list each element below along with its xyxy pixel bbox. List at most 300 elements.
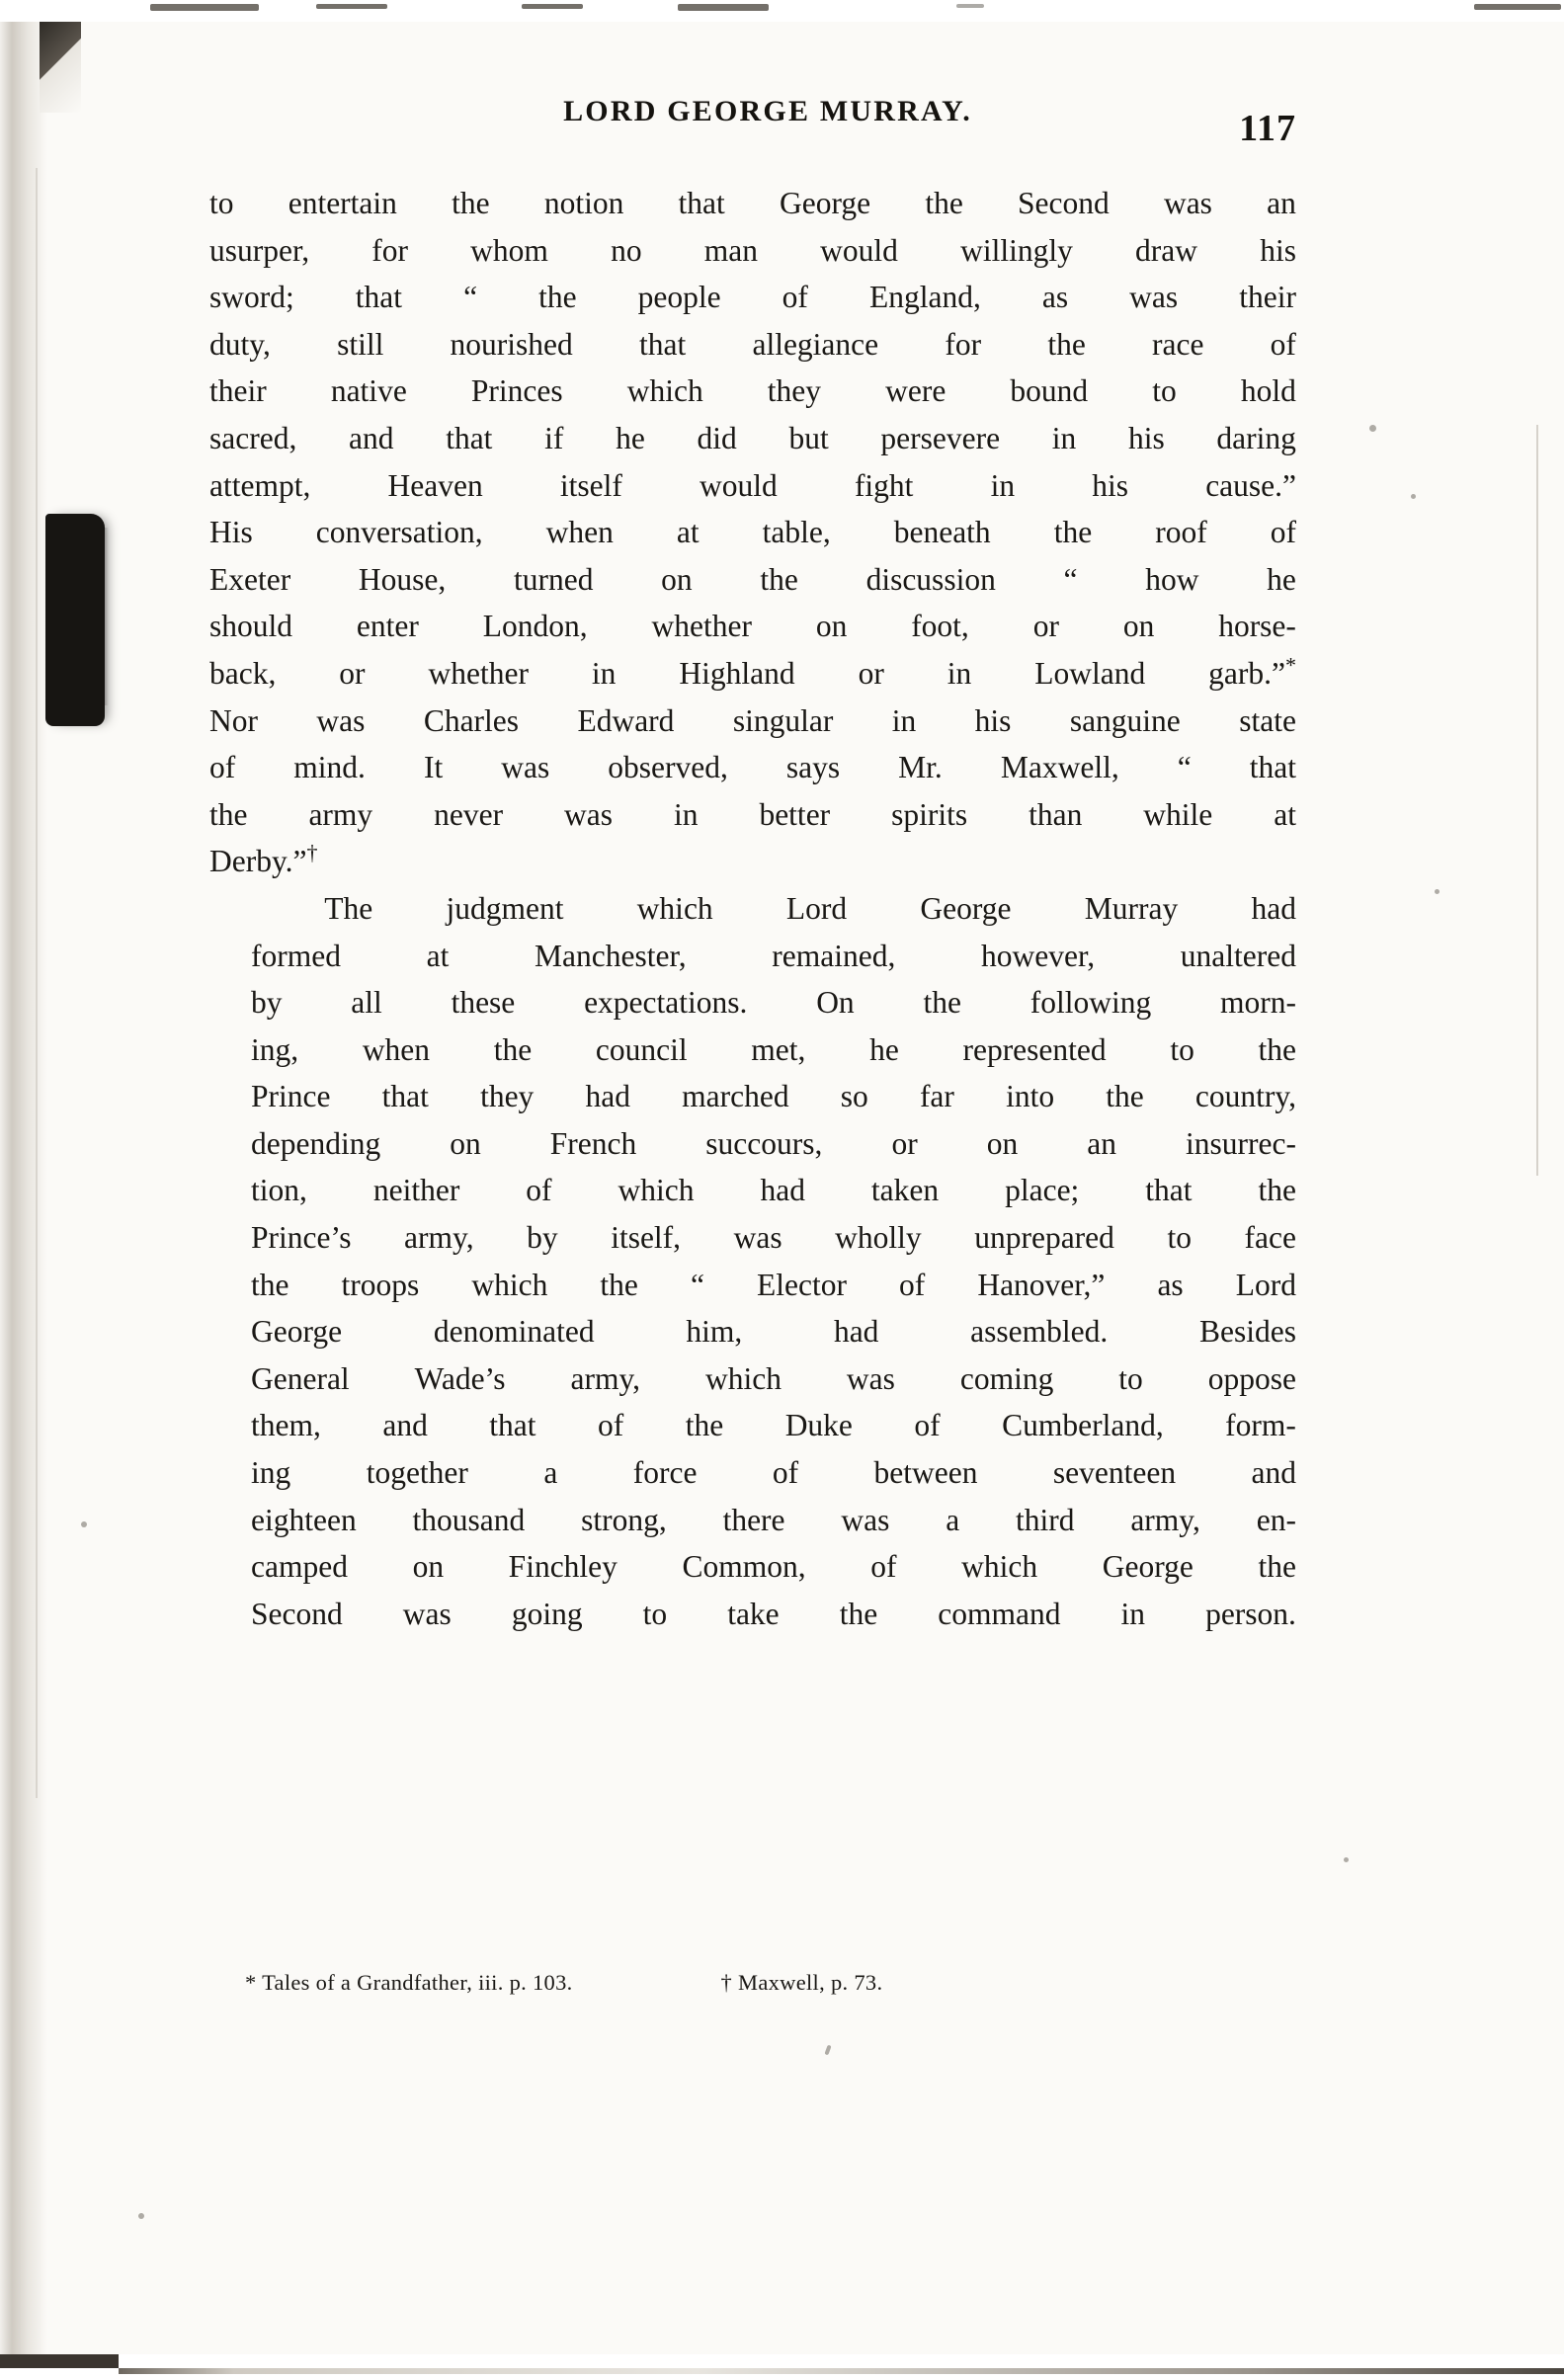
word: better (759, 796, 831, 832)
word: his (1127, 420, 1165, 455)
word: was (846, 1360, 895, 1396)
text-line (209, 744, 1296, 791)
footnote-area (245, 1970, 1253, 1996)
scan-shadow-blob (45, 514, 105, 726)
word: Prince’s (251, 1220, 352, 1256)
word: the (1258, 1549, 1296, 1585)
word: did (697, 420, 737, 455)
scan-speck (1369, 425, 1376, 432)
word: their (209, 373, 267, 409)
word: him, (686, 1314, 743, 1350)
word: his (974, 702, 1012, 738)
text-line (209, 1026, 1296, 1074)
word: Charles (423, 702, 520, 738)
word: was (564, 796, 614, 832)
word: Cumberland, (1002, 1408, 1164, 1443)
text-line (209, 933, 1296, 980)
word: army (308, 796, 373, 832)
word: and (1251, 1455, 1296, 1491)
word: singular (732, 702, 834, 738)
word: to (1167, 1220, 1192, 1256)
scan-speck (81, 1521, 87, 1527)
word: was (501, 750, 550, 785)
text-line (209, 979, 1296, 1026)
word: in (947, 655, 972, 691)
word: Nor (209, 702, 258, 738)
word: formed (251, 938, 341, 973)
word: however, (981, 938, 1096, 973)
word: “ (690, 1267, 704, 1302)
text-line (209, 1073, 1296, 1120)
word: which (626, 373, 703, 409)
word: the (1053, 515, 1093, 550)
page-right-edge-rule (1536, 425, 1538, 1176)
word: the (839, 1596, 878, 1631)
word: expectations. (584, 985, 748, 1021)
word: allegiance (752, 326, 879, 362)
word: which (636, 890, 713, 926)
word: Hanover,” (977, 1267, 1106, 1302)
word: was (1163, 186, 1212, 220)
word: remained, (772, 938, 896, 973)
word: of (526, 1173, 552, 1208)
word: native (330, 373, 407, 409)
word: General (251, 1360, 350, 1396)
word: Lowland (1034, 655, 1146, 691)
word: which (961, 1549, 1038, 1585)
word: form- (1225, 1408, 1296, 1443)
word: than (1029, 796, 1083, 832)
word: sword; (209, 280, 294, 315)
word: marched (682, 1079, 789, 1114)
word: how (1145, 561, 1199, 597)
word: the (538, 280, 577, 315)
word: discussion (865, 561, 996, 597)
binding-gutter-shadow (0, 0, 47, 2380)
word: that (1145, 1173, 1193, 1208)
scan-speck (1435, 889, 1440, 894)
word: Besides (1198, 1314, 1296, 1350)
word: George (251, 1314, 343, 1350)
word: Murray (1084, 890, 1179, 926)
word: the (452, 186, 490, 220)
word: had (760, 1173, 805, 1208)
word: the (251, 1267, 289, 1302)
word: represented (962, 1031, 1107, 1067)
text-line (209, 274, 1296, 321)
word: “ (463, 280, 478, 315)
word: horse- (1218, 609, 1296, 644)
word: “ (1177, 750, 1192, 785)
word: attempt, (209, 467, 311, 503)
word: would (820, 232, 898, 268)
word: of (914, 1408, 941, 1443)
word: cause.” (1205, 467, 1296, 503)
text-line (209, 509, 1296, 556)
text-line (209, 1308, 1296, 1355)
text-line (209, 415, 1296, 462)
word: command (938, 1596, 1061, 1631)
word: unprepared (974, 1220, 1114, 1256)
word: that (639, 326, 687, 362)
word: following (1029, 985, 1152, 1021)
word: he (869, 1031, 899, 1067)
footnote-marker-asterisk: * (1285, 652, 1296, 678)
word: that (355, 280, 403, 315)
word: duty, (209, 326, 271, 362)
word: on (986, 1125, 1019, 1161)
word: for (945, 326, 982, 362)
word: in (1051, 420, 1077, 455)
text-line (209, 1449, 1296, 1497)
word: in (591, 655, 617, 691)
word: to (209, 186, 234, 220)
word: itself (559, 467, 622, 503)
word: Edward (577, 702, 675, 738)
word: Finchley (508, 1549, 617, 1585)
word: insurrec- (1186, 1125, 1296, 1161)
word: at (426, 938, 450, 973)
word: entertain (288, 186, 397, 220)
scan-speck (138, 2213, 144, 2219)
text-line (209, 227, 1296, 275)
word: if (544, 420, 564, 455)
word: in (1120, 1596, 1146, 1631)
word: that (446, 420, 493, 455)
word: going (511, 1596, 583, 1631)
word: Heaven (387, 467, 483, 503)
word: morn- (1220, 985, 1296, 1021)
word: together (366, 1455, 468, 1491)
word: he (1267, 561, 1296, 597)
word: had (1251, 890, 1296, 926)
word: that (1249, 750, 1296, 785)
word: on (1122, 609, 1155, 644)
word: troops (341, 1267, 420, 1302)
word: their (1239, 280, 1296, 315)
word: person. (1205, 1596, 1296, 1631)
word: to (1152, 373, 1177, 409)
word: of (772, 1455, 799, 1491)
word: third (1016, 1502, 1075, 1537)
word: sacred, (209, 420, 297, 455)
text-line (209, 1591, 1296, 1638)
word: George (779, 186, 871, 220)
word: of (209, 750, 236, 785)
word: or (339, 655, 366, 691)
word: should (209, 609, 293, 644)
word: eighteen (251, 1502, 357, 1537)
word: when (545, 515, 614, 550)
word: hold (1240, 373, 1296, 409)
word: state (1239, 702, 1296, 738)
word: whether (651, 609, 752, 644)
word: by (527, 1220, 558, 1256)
word: far (919, 1079, 954, 1114)
paragraph-indent (209, 885, 251, 933)
word: wholly (835, 1220, 922, 1256)
word: a (543, 1455, 558, 1491)
paragraph-1 (209, 180, 1296, 885)
word: Prince (251, 1079, 331, 1114)
word: Wade’s (414, 1360, 506, 1396)
word: whether (428, 655, 529, 691)
word: which (617, 1173, 695, 1208)
word: and (349, 420, 394, 455)
word: taken (870, 1173, 940, 1208)
word: the (1106, 1079, 1144, 1114)
word: was (1129, 280, 1179, 315)
word: place; (1005, 1173, 1080, 1208)
word: was (841, 1502, 890, 1537)
word: the (923, 985, 961, 1021)
word: Highland (679, 655, 795, 691)
word: Common, (682, 1549, 806, 1585)
word: army, (1130, 1502, 1200, 1537)
text-line (209, 1167, 1296, 1214)
word: the (925, 186, 963, 220)
top-scan-artifacts (0, 0, 1564, 22)
word: man (703, 232, 758, 268)
word: would (700, 467, 778, 503)
word: Lord (1235, 1267, 1296, 1302)
word: turned (513, 561, 594, 597)
word: which (471, 1267, 548, 1302)
word: or (858, 655, 884, 691)
text-line (209, 650, 1296, 698)
word: while (1143, 796, 1213, 832)
word: into (1006, 1079, 1055, 1114)
word: at (1274, 796, 1296, 832)
text-line (209, 1355, 1296, 1403)
word: the (600, 1267, 638, 1302)
word: these (451, 985, 516, 1021)
word: were (885, 373, 947, 409)
word: the (1258, 1173, 1296, 1208)
word: race (1152, 326, 1204, 362)
word: table, (762, 515, 831, 550)
word: was (316, 702, 366, 738)
word: or (1032, 609, 1059, 644)
word: that (489, 1408, 536, 1443)
word: the (685, 1408, 724, 1443)
word: The (324, 890, 373, 926)
word: still (337, 326, 384, 362)
word: fight (854, 467, 914, 503)
word: French (549, 1125, 637, 1161)
word: House, (358, 561, 447, 597)
word: whom (470, 232, 548, 268)
word: as (1157, 1267, 1184, 1302)
text-line: Derby.”† (209, 840, 318, 879)
text-line (209, 1402, 1296, 1449)
word: enter (356, 609, 419, 644)
word: observed, (608, 750, 728, 785)
word: in (990, 467, 1016, 503)
word: of (1270, 515, 1296, 550)
page-number: 117 (1239, 108, 1296, 149)
word: as (1041, 280, 1069, 315)
text-line (209, 885, 1296, 933)
word: of (598, 1408, 624, 1443)
word: en- (1256, 1502, 1296, 1537)
word: ing (251, 1455, 291, 1491)
word: that (381, 1079, 429, 1114)
text-line (209, 791, 1296, 839)
text-line (209, 556, 1296, 604)
word: between (873, 1455, 978, 1491)
word: to (1118, 1360, 1143, 1396)
word: beneath (893, 515, 991, 550)
text-line (209, 1497, 1296, 1544)
word: sanguine (1069, 702, 1181, 738)
word: Elector (757, 1267, 847, 1302)
word: tion, (251, 1173, 307, 1208)
word: his (1260, 232, 1296, 268)
text-line (209, 462, 1296, 510)
word: no (611, 232, 642, 268)
footnote-left: * Tales of a Grandfather, iii. p. 103. (245, 1970, 573, 1995)
word: draw (1135, 232, 1198, 268)
word: judgment (446, 890, 564, 926)
word: on (815, 609, 848, 644)
word: the (209, 796, 248, 832)
word: Princes (470, 373, 563, 409)
word: It (423, 750, 444, 785)
word: council (595, 1031, 688, 1067)
word: Second (251, 1596, 343, 1631)
running-head (209, 95, 1296, 148)
word: succours, (705, 1125, 823, 1161)
word: had (833, 1314, 879, 1350)
text-line (209, 1262, 1296, 1309)
footnote-marker-dagger: † (306, 840, 318, 865)
word: the (1047, 326, 1086, 362)
word: for (371, 232, 408, 268)
word: says (785, 750, 841, 785)
word: there (722, 1502, 785, 1537)
word: the (1258, 1031, 1296, 1067)
word: daring (1216, 420, 1296, 455)
word: garb.”* (1208, 652, 1296, 691)
word: spirits (891, 796, 968, 832)
word: oppose (1207, 1360, 1296, 1396)
word: Second (1018, 186, 1110, 220)
text-line (209, 1214, 1296, 1262)
word: Maxwell, (1000, 750, 1119, 785)
word: take (727, 1596, 780, 1631)
word: bound (1010, 373, 1089, 409)
word: of (899, 1267, 926, 1302)
word: Manchester, (535, 938, 687, 973)
word: unaltered (1180, 938, 1296, 973)
word: but (788, 420, 829, 455)
bottom-scan-artifacts (0, 2354, 1564, 2380)
page-left-edge-rule (36, 168, 38, 1798)
word: was (733, 1220, 782, 1256)
word: country, (1194, 1079, 1296, 1114)
word: Mr. (898, 750, 943, 785)
word: roof (1155, 515, 1207, 550)
word: London, (482, 609, 588, 644)
paragraph-2 (209, 885, 1296, 1638)
word: of (1270, 326, 1296, 362)
word: denominated (433, 1314, 595, 1350)
word: neither (372, 1173, 460, 1208)
word: George (920, 890, 1012, 926)
text-line (209, 603, 1296, 650)
word: or (891, 1125, 918, 1161)
word: England, (868, 280, 981, 315)
word: Exeter (209, 561, 291, 597)
word: to (1170, 1031, 1194, 1067)
word: depending (251, 1125, 381, 1161)
word: seventeen (1052, 1455, 1177, 1491)
word: On (816, 985, 855, 1021)
word: assembled. (970, 1314, 1109, 1350)
word: which (705, 1360, 782, 1396)
word: and (382, 1408, 428, 1443)
text-line (209, 1543, 1296, 1591)
word: army, (570, 1360, 641, 1396)
word: of (782, 280, 808, 315)
word: an (1267, 186, 1296, 220)
word: coming (959, 1360, 1054, 1396)
word: camped (251, 1549, 348, 1585)
text-line (209, 321, 1296, 369)
word: the (760, 561, 798, 597)
footnote-right: † Maxwell, p. 73. (720, 1970, 883, 1995)
text-column (209, 95, 1296, 1637)
word: of (870, 1549, 897, 1585)
word: His (209, 515, 253, 550)
word: was (402, 1596, 452, 1631)
word: a (946, 1502, 960, 1537)
word: them, (251, 1408, 321, 1443)
scan-speck (1344, 1857, 1349, 1862)
text-line (209, 368, 1296, 415)
word: the (493, 1031, 533, 1067)
running-head-title: LORD GEORGE MURRAY. (563, 95, 972, 127)
word: itself, (611, 1220, 682, 1256)
word: George (1102, 1549, 1194, 1585)
scan-speck (1411, 494, 1416, 499)
word: in (891, 702, 917, 738)
word: Lord (785, 890, 848, 926)
word: they (767, 373, 822, 409)
word: willingly (960, 232, 1073, 268)
text-line (209, 180, 1296, 227)
word: thousand (412, 1502, 526, 1537)
word: conversation, (315, 515, 483, 550)
word: never (434, 796, 504, 832)
word: they (480, 1079, 535, 1114)
word: he (616, 420, 645, 455)
word: Duke (784, 1408, 853, 1443)
word: so (840, 1079, 868, 1114)
word: in (673, 796, 699, 832)
word: force (632, 1455, 698, 1491)
word: persevere (880, 420, 1001, 455)
word: usurper, (209, 232, 310, 268)
page-corner-fold (40, 18, 81, 113)
word: back, (209, 655, 277, 691)
word: an (1087, 1125, 1116, 1161)
word: when (362, 1031, 431, 1067)
word: on (412, 1549, 445, 1585)
word: notion (543, 186, 624, 220)
word: face (1244, 1220, 1296, 1256)
